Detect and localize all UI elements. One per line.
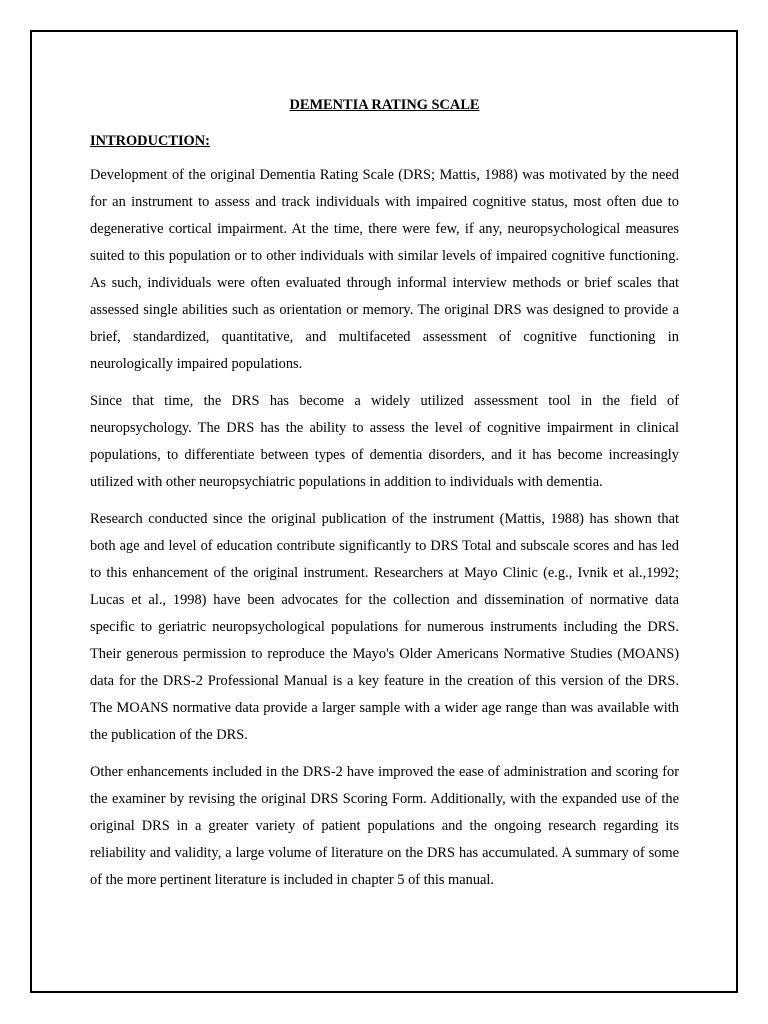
paragraph-3: Research conducted since the original publication of the instrument (Mattis, 1988) has shown that both age and level of education contribute significantly to DRS Total and subscale scores and has led to this enhancement of the original instrument. Researchers at Mayo Clinic (e.g., Ivnik et al.,1992; Lucas et al., 1998) have been advocates for the collection and dissemination of normative data specific to geriatric neuropsychological populations for numerous instruments including the DRS. Their generous permission to reproduce the Mayo's Older Americans Normative Studies (MOANS) data for the DRS-2 Professional Manual is a key feature in the creation of this version of the DRS. The MOANS normative data provide a larger sample with a wider age range than was available with the publication of the DRS.: [90, 511, 679, 743]
paragraph-4: Other enhancements included in the DRS-2 have improved the ease of administration and scoring for the examiner by revising the original DRS Scoring Form. Additionally, with the expanded use of the original DRS in a greater variety of patient populations and the ongoing research regarding its reliability and validity, a large volume of literature on the DRS has accumulated. A summary of some of the more pertinent literature is included in chapter 5 of this manual.: [90, 764, 679, 888]
section-heading-introduction: INTRODUCTION:: [90, 133, 210, 149]
paragraph-2: Since that time, the DRS has become a widely utilized assessment tool in the field of neuropsychology. The DRS has the ability to assess the level of cognitive impairment in clinical populations, to differentiate between types of dementia disorders, and it has become increasingly utilized with other neuropsychiatric populations in addition to individuals with dementia.: [90, 393, 679, 490]
paragraph-1: Development of the original Dementia Rating Scale (DRS; Mattis, 1988) was motivated by the need for an instrument to assess and track individuals with impaired cognitive status, most often due to degenerative cortical impairment. At the time, there were few, if any, neuropsychological measures suited to this population or to other individuals with similar levels of impaired cognitive functioning. As such, individuals were often evaluated through informal interview methods or brief scales that assessed single abilities such as orientation or memory. The original DRS was designed to provide a brief, standardized, quantitative, and multifaceted assessment of cognitive functioning in neurologically impaired populations.: [90, 167, 679, 372]
page-frame: [30, 30, 738, 993]
document-title: DEMENTIA RATING SCALE: [289, 97, 480, 113]
document-body: [90, 92, 679, 904]
